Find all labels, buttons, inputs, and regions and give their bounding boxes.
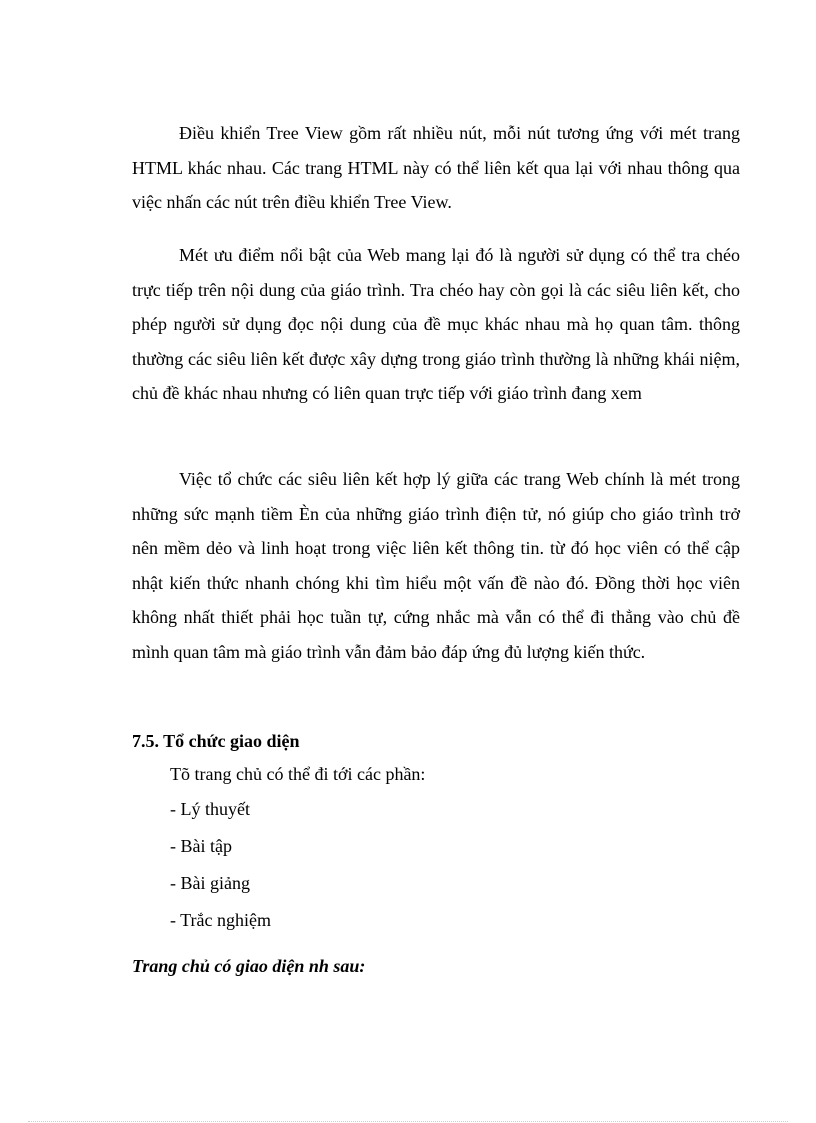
page-bottom-divider xyxy=(28,1121,788,1122)
figure-caption: Trang chủ có giao diện nh sau: xyxy=(132,956,366,976)
section-list xyxy=(170,795,271,943)
list-item: - Bài giảng xyxy=(170,873,250,893)
paragraph-hyperlink-organization: Việc tổ chức các siêu liên kết hợp lý giữa các trang Web chính là mét trong những sức mạnh tiềm Èn của những giáo trình điện tử, nó giúp cho giáo trình trở nên mềm dẻo và linh hoạt trong việc liên kết thông tin. từ đó học viên có thể cập nhật kiến thức nhanh chóng khi tìm hiểu một vấn đề nào đó. Đồng thời học viên không nhất thiết phải học tuần tự, cứng nhắc mà vẫn có thể đi thẳng vào chủ đề mình quan tâm mà giáo trình vẫn đảm bảo đáp ứng đủ lượng kiến thức. xyxy=(132,469,740,662)
section-heading: 7.5. Tổ chức giao diện xyxy=(132,731,300,751)
paragraph-web-advantage: Mét ưu điểm nổi bật của Web mang lại đó là người sử dụng có thể tra chéo trực tiếp trên nội dung của giáo trình. Tra chéo hay còn gọi là các siêu liên kết, cho phép người sử dụng đọc nội dung của đề mục khác nhau mà họ quan tâm. thông thường các siêu liên kết được xây dựng trong giáo trình thường là những khái niệm, chủ đề khác nhau nhưng có liên quan trực tiếp với giáo trình đang xem xyxy=(132,245,740,403)
list-item: - Bài tập xyxy=(170,836,232,856)
list-item: - Lý thuyết xyxy=(170,799,250,819)
section-intro: Tõ trang chủ có thể đi tới các phần: xyxy=(170,764,426,784)
list-item: - Trắc nghiệm xyxy=(170,910,271,930)
paragraph-tree-view: Điều khiển Tree View gồm rất nhiều nút, mỗi nút tương ứng với mét trang HTML khác nhau. Các trang HTML này có thể liên kết qua lại với nhau thông qua việc nhấn các nút trên điều khiển Tree View. xyxy=(132,123,740,212)
